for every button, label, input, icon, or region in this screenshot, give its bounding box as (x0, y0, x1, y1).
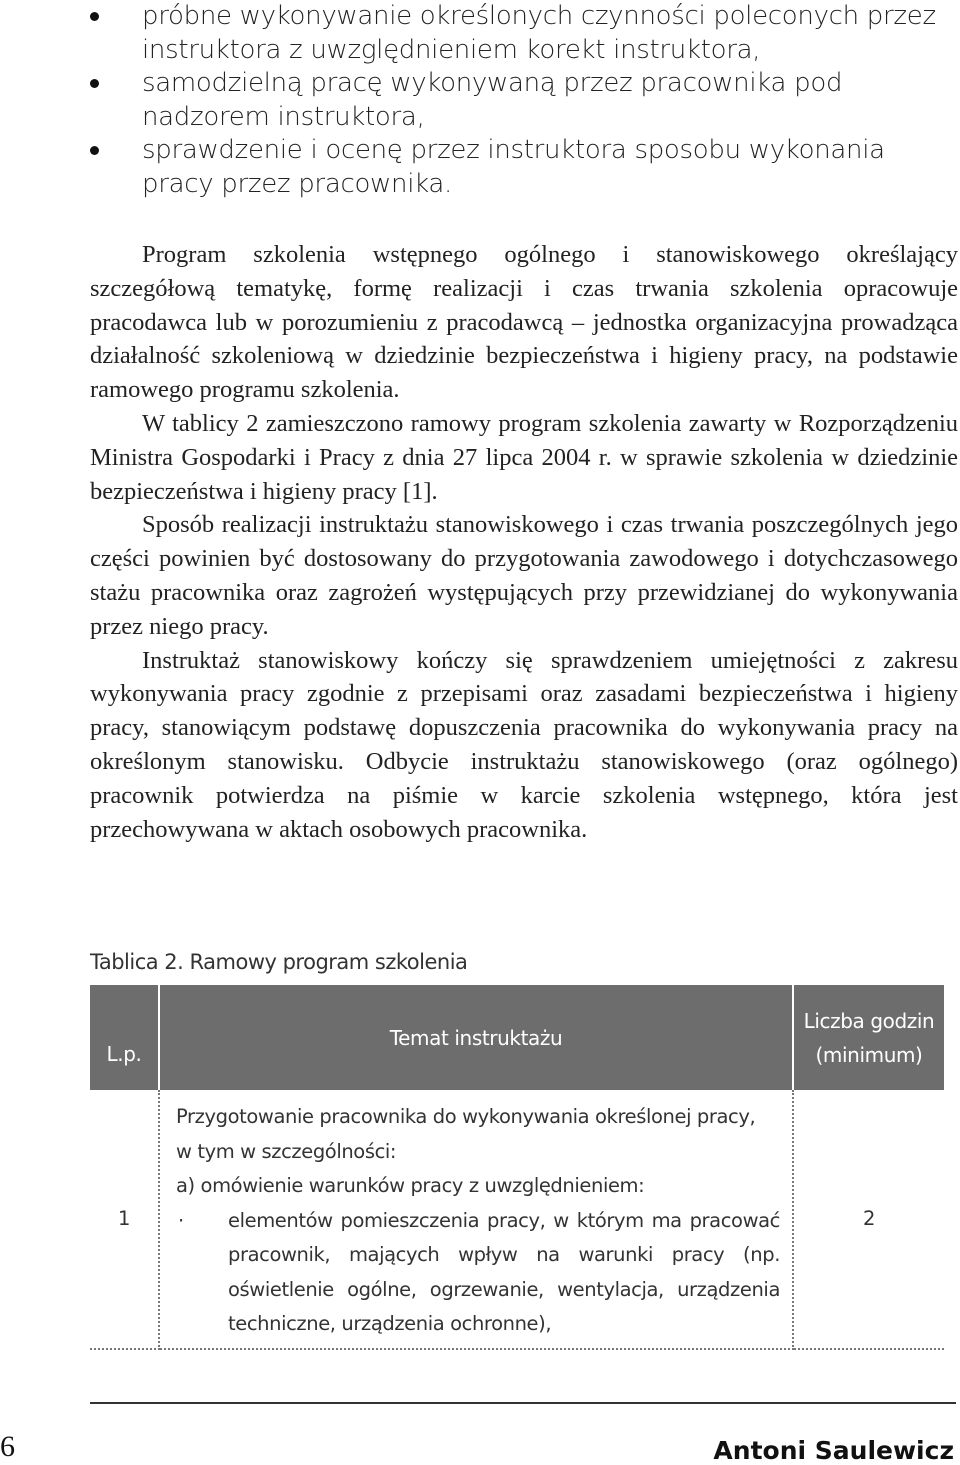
bullet-dot-icon (90, 146, 99, 155)
table-header-row (90, 985, 944, 1090)
bullet-item (90, 0, 960, 67)
subitem-dot-icon: · (178, 1208, 184, 1232)
header-godziny-line2: (minimum) (815, 1042, 923, 1067)
header-godziny (793, 985, 944, 1090)
paragraph: Sposób realizacji instruktażu stanowiskowego i czas trwania poszczególnych jego części powinien być dostosowany do przygotowania zawodowego i dotychczasowego stażu pracownika oraz zagrożeń występujących przy przewidzianej do wykonywania przez niego pracy. (90, 511, 958, 640)
row-intro-line1: Przygotowanie pracownika do wykonywania określonej pracy, (176, 1105, 756, 1128)
page-number: 6 (0, 1430, 15, 1463)
cell-godziny: 2 (793, 1090, 944, 1349)
program-table (90, 985, 944, 1350)
bullet-item (90, 134, 960, 201)
row-intro-line2: w tym w szczególności: (176, 1139, 397, 1163)
paragraph: Program szkolenia wstępnego ogólnego i stanowiskowego określający szczegółową tematykę, formę realizacji i czas trwania szkolenia opracowuje pracodawca lub w porozumieniu z pracodawcą – jednostka organizacyjna prowadząca działalność szkoleniową w dziedzinie bezpieczeństwa i higieny pracy, na podstawie ramowego programu szkolenia. (90, 241, 958, 404)
header-temat: Temat instruktażu (159, 985, 793, 1090)
bullet-item (90, 67, 960, 134)
cell-temat (159, 1090, 793, 1349)
author-name: Antoni Saulewicz (713, 1436, 954, 1465)
row-subitem (176, 1204, 780, 1342)
body-text (90, 238, 958, 846)
bullet-list (90, 0, 960, 201)
row-sub-a: a) omówienie warunków pracy z uwzględnieniem: (176, 1174, 645, 1197)
subitem-text: elementów pomieszczenia pracy, w którym ma pracować pracownik, mających wpływ na warunki pracy (np. oświetlenie ogólne, ogrzewanie, wentylacja, urządzenia techniczne, urządzenia ochronne), (228, 1208, 780, 1335)
cell-lp: 1 (90, 1090, 159, 1349)
bullet-dot-icon (90, 12, 99, 21)
table-row (90, 1090, 944, 1349)
bullet-text: próbne wykonywanie określonych czynności poleconych przez instruktora z uwzględnieniem korekt instruktora, (142, 1, 936, 65)
header-lp: L.p. (90, 985, 159, 1090)
footer-divider (90, 1402, 956, 1404)
paragraph: W tablicy 2 zamieszczono ramowy program szkolenia zawarty w Rozporządzeniu Ministra Gospodarki i Pracy z dnia 27 lipca 2004 r. w sprawie szkolenia w dziedzinie bezpieczeństwa i higieny pracy [1]. (90, 409, 958, 505)
header-godziny-line1: Liczba godzin (803, 1008, 935, 1033)
bullet-text: sprawdzenie i ocenę przez instruktora sposobu wykonania pracy przez pracownika. (142, 135, 885, 199)
table-caption: Tablica 2. Ramowy program szkolenia (90, 950, 468, 974)
bullet-text: samodzielną pracę wykonywaną przez pracownika pod nadzorem instruktora, (142, 68, 843, 132)
paragraph: Instruktaż stanowiskowy kończy się sprawdzeniem umiejętności z zakresu wykonywania pracy zgodnie z przepisami oraz zasadami bezpieczeństwa i higieny pracy, stanowiącym podstawę dopuszczenia pracownika do wykonywania pracy na określonym stanowisku. Odbycie instruktażu stanowiskowego (oraz ogólnego) pracownik potwierdza na piśmie w karcie szkolenia wstępnego, która jest przechowywana w aktach osobowych pracownika. (90, 646, 958, 843)
bullet-dot-icon (90, 79, 99, 88)
